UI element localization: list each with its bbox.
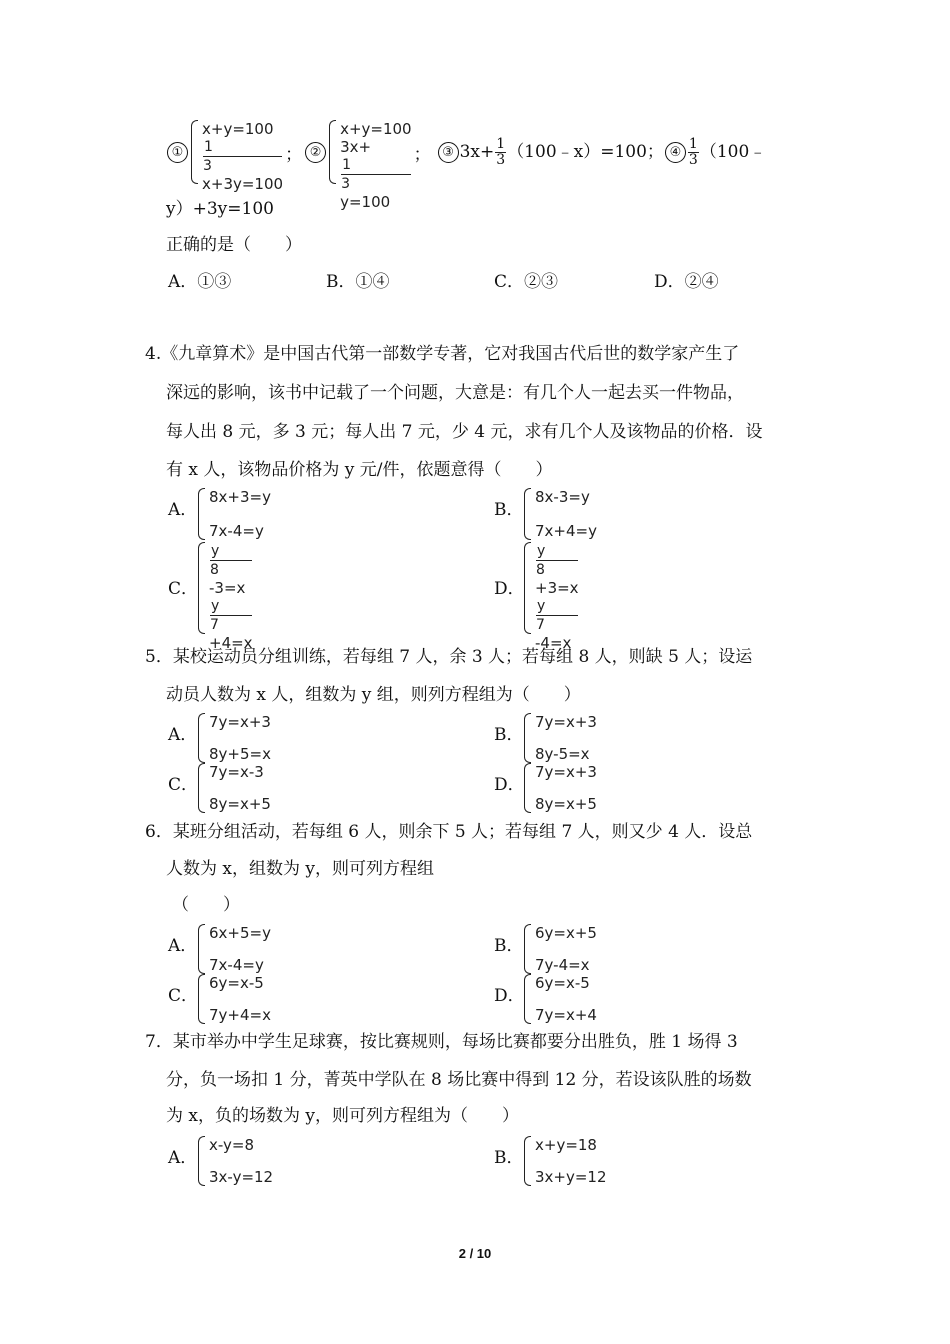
q3-sep2: ；: [413, 144, 431, 165]
q3-opt4: $\frac{1}{3}$ （100﹣: [688, 135, 767, 168]
q4-line-3: 每人出 8 元，多 3 元；每人出 7 元，少 4 元，求有几个人及该物品的价格．设: [166, 422, 763, 442]
q3-opt3: 3x+ $\frac{1}{3}$ （100﹣x）=100；: [459, 135, 664, 168]
q5-choice-c-system[interactable]: 7y=x-3 8y=x+5: [198, 763, 271, 813]
q6-choice-a-system[interactable]: 6x+5=y 7x-4=y: [198, 924, 271, 974]
q7-line-3: 为 x，负的场数为 y，则可列方程组为（ ）: [166, 1106, 519, 1126]
q5-choice-b-label[interactable]: B．: [494, 725, 524, 745]
q3-opt1-eq2: 1 3 x+3y=100: [202, 139, 284, 193]
q5-choice-a-system[interactable]: 7y=x+3 8y+5=x: [198, 713, 271, 763]
q5-choice-b-system[interactable]: 7y=x+3 8y-5=x: [524, 713, 597, 763]
q4-choice-c-system[interactable]: y 8 -3=x y 7 +4=x: [198, 542, 253, 634]
q5-line-1: 5．某校运动员分组训练，若每组 7 人，余 3 人；若每组 8 人，则缺 5 人；设运: [145, 647, 753, 667]
q3-opt2-eq2: 3x+ 1 3 y=100: [340, 138, 412, 211]
q4-choice-a-label[interactable]: A．: [168, 500, 198, 520]
q6-choice-d-label[interactable]: D．: [494, 986, 525, 1006]
q7-choice-a-system[interactable]: x-y=8 3x-y=12: [198, 1136, 273, 1186]
page-number: 2 / 10: [458, 1246, 492, 1261]
q3-sep1: ；: [285, 144, 303, 165]
q3-opt1-label: ①: [167, 142, 188, 163]
q7-choice-a-label[interactable]: A．: [168, 1148, 198, 1168]
q3-cont-line: y）+3y=100: [166, 199, 274, 219]
q5-choice-c-label[interactable]: C．: [168, 775, 199, 795]
q3-opt3-label: ③: [438, 142, 459, 163]
q5-choice-d-label[interactable]: D．: [494, 775, 525, 795]
q5-choice-a-label[interactable]: A．: [168, 725, 198, 745]
q7-line-2: 分，负一场扣 1 分，菁英中学队在 8 场比赛中得到 12 分，若设该队胜的场数: [166, 1070, 752, 1090]
q4-choice-b-system[interactable]: 8x-3=y 7x+4=y: [524, 488, 597, 540]
q3-opt2-eq1: x+y=100: [340, 120, 412, 138]
q4-choice-d-label[interactable]: D．: [494, 579, 525, 599]
q7-line-1: 7．某市举办中学生足球赛，按比赛规则，每场比赛都要分出胜负，胜 1 场得 3: [145, 1032, 738, 1052]
q3-opt1-system: [191, 120, 284, 193]
q4-choice-b-label[interactable]: B．: [494, 500, 524, 520]
q3-opt4-label: ④: [665, 142, 686, 163]
q6-choice-b-label[interactable]: B．: [494, 936, 524, 956]
q3-opt2-label: ②: [305, 142, 326, 163]
q6-line-1: 6．某班分组活动，若每组 6 人，则余下 5 人；若每组 7 人，则又少 4 人．设总: [145, 822, 753, 842]
q4-line-2: 深远的影响，该书中记载了一个问题，大意是：有几个人一起去买一件物品，: [166, 383, 744, 403]
q4-choice-a-system[interactable]: 8x+3=y 7x-4=y: [198, 488, 271, 540]
q3-opt2-system: [329, 120, 412, 211]
q3-choice-b[interactable]: B．①④: [326, 272, 390, 292]
q4-line-1: 4.《九章算术》是中国古代第一部数学专著，它对我国古代后世的数学家产生了: [145, 344, 740, 364]
q3-choice-a[interactable]: A．①③: [168, 272, 232, 292]
q4-choice-c-label[interactable]: C．: [168, 579, 199, 599]
q3-choice-c[interactable]: C．②③: [494, 272, 559, 292]
q7-choice-b-system[interactable]: x+y=18 3x+y=12: [524, 1136, 607, 1186]
q6-choice-b-system[interactable]: 6y=x+5 7y-4=x: [524, 924, 597, 974]
q3-opt1-eq1: x+y=100: [202, 120, 274, 138]
q6-line-2: 人数为 x，组数为 y，则可列方程组: [166, 859, 434, 879]
q5-choice-d-system[interactable]: 7y=x+3 8y=x+5: [524, 763, 597, 813]
q6-choice-c-system[interactable]: 6y=x-5 7y+4=x: [198, 974, 271, 1024]
q6-choice-a-label[interactable]: A．: [168, 936, 198, 956]
q3-prompt: 正确的是（ ）: [166, 235, 302, 255]
q7-choice-b-label[interactable]: B．: [494, 1148, 524, 1168]
q5-line-2: 动员人数为 x 人，组数为 y 组，则列方程组为（ ）: [166, 685, 581, 705]
q4-line-4: 有 x 人，该物品价格为 y 元/件，依题意得（ ）: [166, 460, 553, 480]
q4-choice-d-system[interactable]: y 8 +3=x y 7 -4=x: [524, 542, 579, 634]
q6-choice-c-label[interactable]: C．: [168, 986, 199, 1006]
q6-line-3: （ ）: [172, 895, 240, 915]
q6-choice-d-system[interactable]: 6y=x-5 7y=x+4: [524, 974, 597, 1024]
q3-choice-d[interactable]: D．②④: [654, 272, 719, 292]
